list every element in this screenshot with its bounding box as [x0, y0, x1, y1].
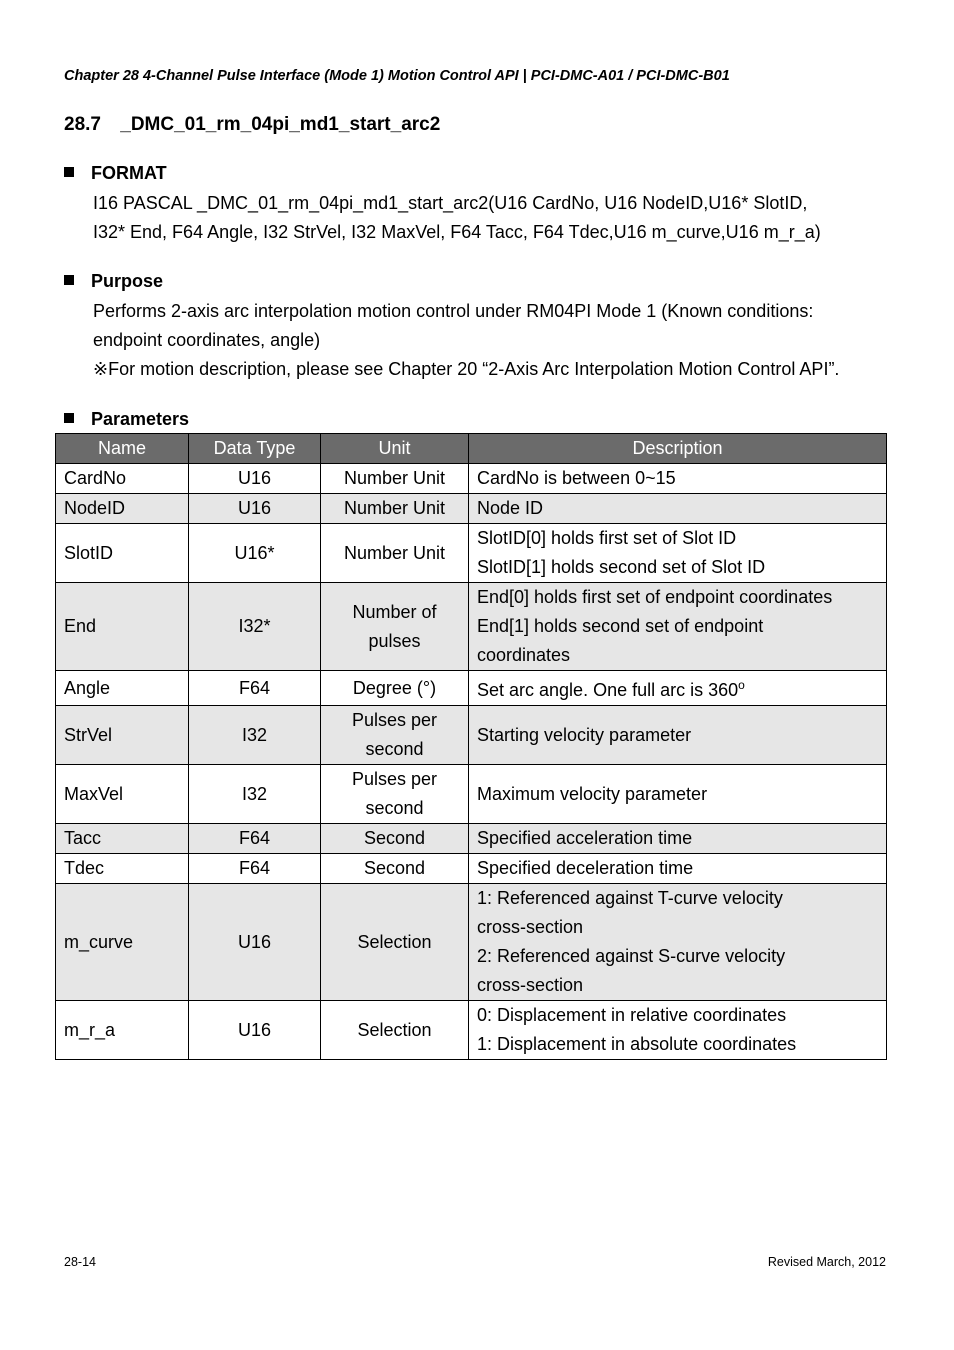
param-description-text: CardNo is between 0~15: [477, 468, 676, 488]
table-row: [56, 706, 887, 765]
param-description: [469, 884, 887, 1001]
param-unit-line: Second: [363, 828, 426, 848]
param-name: m_curve: [56, 884, 189, 1001]
param-description: [469, 494, 887, 524]
square-bullet-icon: [64, 413, 74, 423]
param-description-line: [477, 913, 878, 942]
format-heading-label: FORMAT: [91, 163, 167, 183]
section-name: _DMC_01_rm_04pi_md1_start_arc2: [120, 114, 441, 135]
column-header-name: Name: [56, 434, 189, 464]
table-row: [56, 464, 887, 494]
parameters-table-body: [56, 464, 887, 1060]
param-name: Tdec: [56, 854, 189, 884]
param-description-text: 1: Referenced against T-curve velocity: [477, 888, 783, 908]
param-description: [469, 583, 887, 671]
param-unit: [321, 583, 469, 671]
parameters-heading-label: Parameters: [91, 409, 190, 429]
param-description-line: [477, 583, 878, 612]
param-data-type: U16: [189, 464, 321, 494]
revision-date: Revised March, 2012: [767, 1255, 886, 1269]
param-data-type: F64: [189, 824, 321, 854]
table-row: [56, 884, 887, 1001]
param-unit: [321, 494, 469, 524]
param-name: m_r_a: [56, 1001, 189, 1060]
param-unit-line: pulses: [368, 630, 421, 651]
param-name: Angle: [56, 671, 189, 706]
table-row: [56, 1001, 887, 1060]
parameters-heading: [64, 409, 189, 430]
purpose-heading: [64, 271, 163, 292]
degree-superscript: o: [738, 678, 745, 692]
param-description-text: 2: Referenced against S-curve velocity: [477, 946, 786, 966]
param-description-text: Starting velocity parameter: [477, 724, 692, 745]
param-description-line: [477, 494, 878, 523]
param-description-text: coordinates: [477, 645, 571, 665]
param-description-line: [477, 854, 878, 883]
purpose-line-2: endpoint coordinates, angle): [93, 330, 321, 350]
param-name: NodeID: [56, 494, 189, 524]
param-name: End: [56, 583, 189, 671]
param-name: SlotID: [56, 524, 189, 583]
param-description: [469, 464, 887, 494]
param-unit: [321, 464, 469, 494]
param-name: MaxVel: [56, 765, 189, 824]
param-unit-line: Number Unit: [343, 498, 446, 518]
purpose-heading-label: Purpose: [91, 271, 164, 291]
table-row: [56, 583, 887, 671]
param-description-line: [477, 884, 878, 913]
param-unit: [321, 854, 469, 884]
param-unit: [321, 765, 469, 824]
param-data-type: U16: [189, 494, 321, 524]
param-description-text: Maximum velocity parameter: [477, 783, 708, 804]
table-row: [56, 854, 887, 884]
param-description-line: [477, 671, 878, 705]
param-description-line: [477, 464, 878, 493]
param-name: Tacc: [56, 824, 189, 854]
param-description-text: cross-section: [477, 917, 584, 937]
param-data-type: U16: [189, 1001, 321, 1060]
param-description-text: SlotID[0] holds first set of Slot ID: [477, 528, 737, 548]
param-data-type: I32: [189, 765, 321, 824]
format-heading: [64, 163, 167, 184]
param-unit-line: Selection: [357, 931, 432, 952]
param-description: [469, 1001, 887, 1060]
param-unit: [321, 824, 469, 854]
param-unit-line: Pulses per: [351, 710, 438, 730]
param-description-line: [477, 1001, 878, 1030]
param-data-type: U16*: [189, 524, 321, 583]
param-description: [469, 765, 887, 824]
param-description-text: 1: Displacement in absolute coordinates: [477, 1034, 797, 1054]
param-unit-line: second: [365, 798, 424, 818]
param-unit: [321, 671, 469, 706]
table-row: [56, 765, 887, 824]
param-data-type: U16: [189, 884, 321, 1001]
param-description-line: [477, 721, 878, 750]
param-data-type: I32: [189, 706, 321, 765]
param-unit-line: Number Unit: [343, 542, 446, 563]
param-description-line: [477, 824, 878, 853]
param-unit: [321, 706, 469, 765]
table-header-row: [56, 434, 887, 464]
param-description-line: [477, 553, 878, 582]
param-description-line: [477, 971, 878, 1000]
param-description-text: cross-section: [477, 975, 584, 995]
param-description-text: Specified deceleration time: [477, 858, 694, 878]
param-unit-line: Degree (°): [352, 677, 437, 698]
param-description: [469, 824, 887, 854]
square-bullet-icon: [64, 275, 74, 285]
param-description-text: Set arc angle. One full arc is 360: [477, 680, 739, 700]
column-header-unit: Unit: [321, 434, 469, 464]
param-unit: [321, 524, 469, 583]
column-header-description: Description: [469, 434, 887, 464]
param-description: [469, 524, 887, 583]
param-name: StrVel: [56, 706, 189, 765]
param-description-line: [477, 942, 878, 971]
param-description-text: End[1] holds second set of endpoint: [477, 616, 764, 636]
purpose-line-1: Performs 2-axis arc interpolation motion control under RM04PI Mode 1 (Known conditions:: [93, 301, 814, 321]
param-unit-line: Number Unit: [343, 468, 446, 488]
param-unit-line: Selection: [357, 1019, 432, 1040]
param-data-type: F64: [189, 854, 321, 884]
param-unit-line: Number of: [352, 601, 437, 622]
purpose-line-3: ※For motion description, please see Chapter 20 “2-Axis Arc Interpolation Motion Control API”.: [93, 359, 840, 379]
param-description-text: Specified acceleration time: [477, 828, 693, 848]
format-line-2: I32* End, F64 Angle, I32 StrVel, I32 MaxVel, F64 Tacc, F64 Tdec,U16 m_curve,U16 m_r_a): [93, 222, 821, 242]
param-unit-line: second: [365, 739, 424, 759]
table-row: [56, 494, 887, 524]
param-description: [469, 706, 887, 765]
section-number: 28.7: [64, 114, 101, 135]
parameters-table: [55, 433, 887, 1060]
param-description-text: End[0] holds first set of endpoint coordinates: [477, 587, 833, 607]
format-line-1: I16 PASCAL _DMC_01_rm_04pi_md1_start_arc2(U16 CardNo, U16 NodeID,U16* SlotID,: [93, 193, 808, 213]
square-bullet-icon: [64, 167, 74, 177]
param-unit: [321, 1001, 469, 1060]
param-unit-line: Pulses per: [351, 769, 438, 789]
table-row: [56, 524, 887, 583]
param-description-text: 0: Displacement in relative coordinates: [477, 1005, 787, 1025]
param-description-line: [477, 641, 878, 670]
table-row: [56, 671, 887, 706]
param-description: [469, 854, 887, 884]
param-description-line: [477, 612, 878, 641]
param-unit-line: Second: [363, 858, 426, 878]
section-title: [64, 114, 440, 136]
table-row: [56, 824, 887, 854]
param-name: CardNo: [56, 464, 189, 494]
param-description-text: Node ID: [477, 498, 544, 518]
chapter-header: Chapter 28 4-Channel Pulse Interface (Mode 1) Motion Control API | PCI-DMC-A01 / PCI-DMC-B01: [64, 68, 730, 84]
page-number: 28-14: [64, 1255, 96, 1269]
param-description-line: [477, 524, 878, 553]
param-unit: [321, 884, 469, 1001]
param-data-type: F64: [189, 671, 321, 706]
param-data-type: I32*: [189, 583, 321, 671]
param-description-text: SlotID[1] holds second set of Slot ID: [477, 557, 766, 577]
param-description-line: [477, 1030, 878, 1059]
param-description: [469, 671, 887, 706]
param-description-line: [477, 780, 878, 809]
column-header-data-type: Data Type: [189, 434, 321, 464]
